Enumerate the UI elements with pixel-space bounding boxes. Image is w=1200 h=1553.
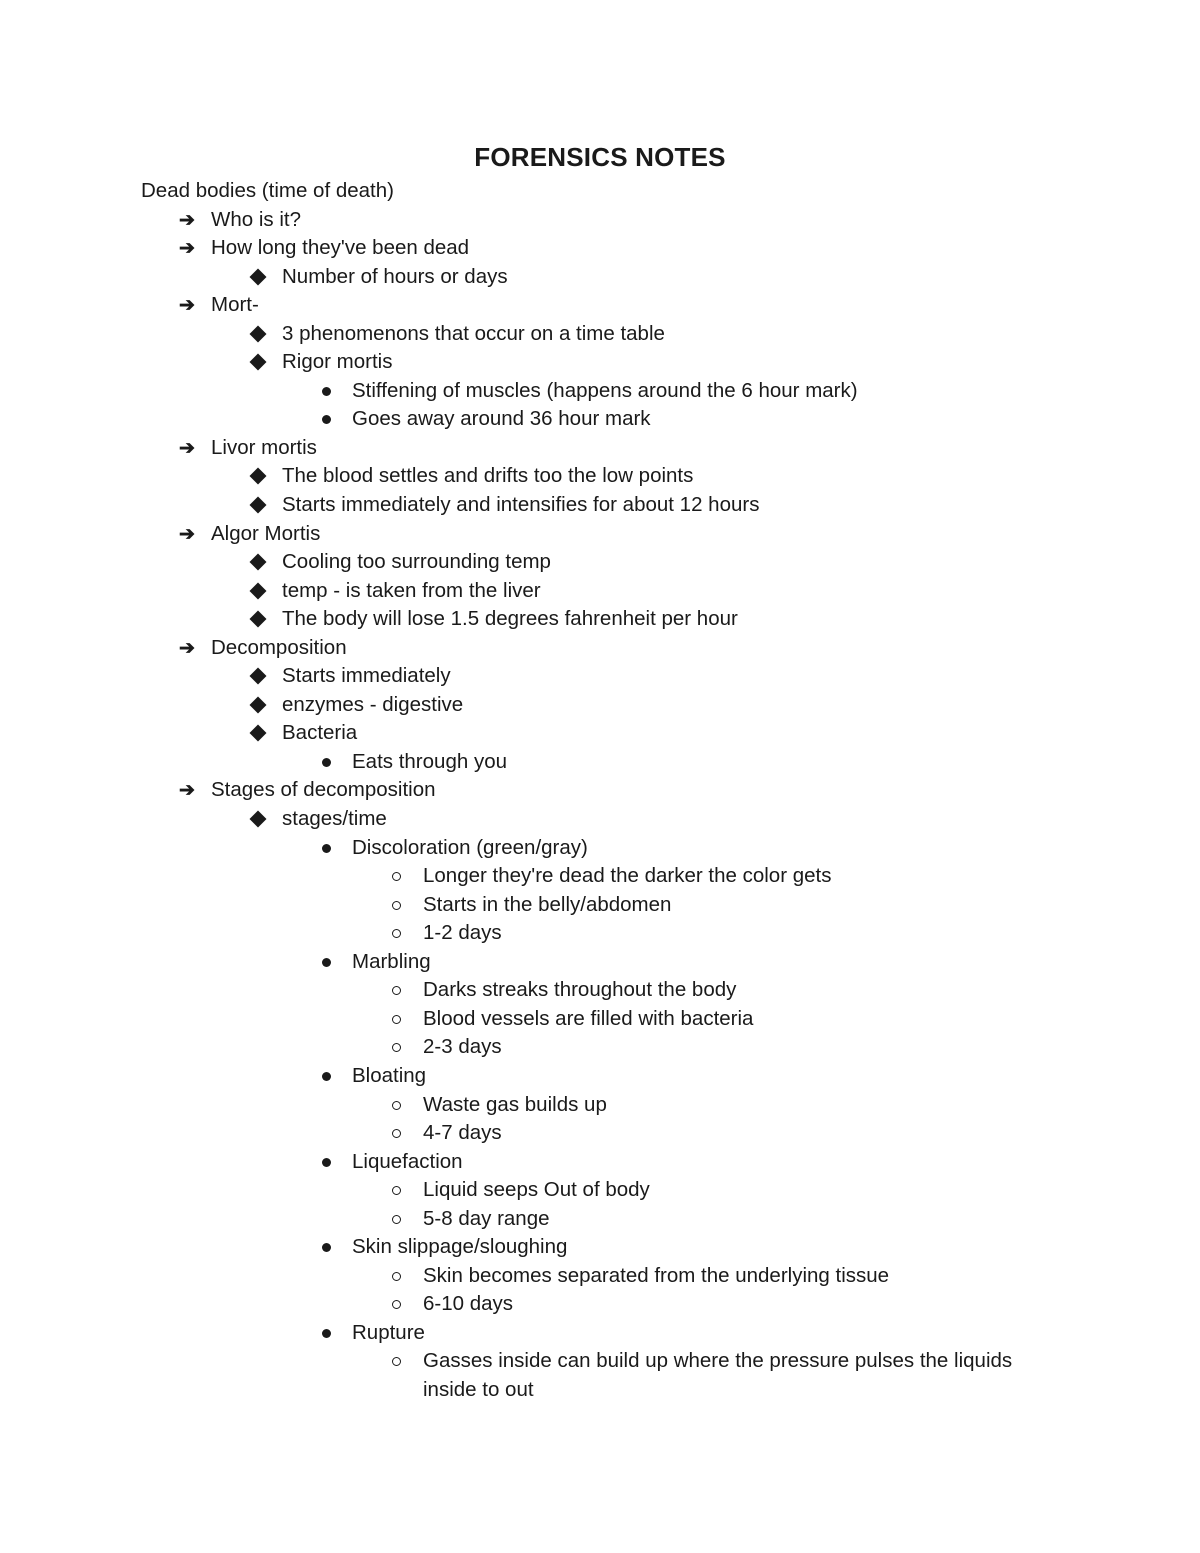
outline-item-text: Number of hours or days [282, 264, 508, 288]
outline-item-text: Eats through you [352, 749, 507, 773]
outline-item-level-1 [141, 434, 1101, 463]
outline-item-level-3 [141, 1148, 1101, 1177]
hollow-circle-bullet-icon [384, 1033, 408, 1052]
outline-item-level-0 [141, 177, 1101, 206]
hollow-circle-bullet-icon [384, 1290, 408, 1309]
outline-item-text: Rupture [352, 1320, 425, 1344]
outline-item-level-4 [141, 1347, 1101, 1404]
outline-item-text: Blood vessels are filled with bacteria [423, 1006, 754, 1030]
hollow-circle-bullet-icon [384, 1119, 408, 1138]
outline-item-level-2 [141, 577, 1101, 606]
outline-item-level-4 [141, 862, 1101, 891]
outline-item-text: Rigor mortis [282, 350, 393, 374]
diamond-bullet-icon [246, 719, 270, 739]
dot-bullet-icon [314, 1233, 338, 1252]
outline-item-level-4 [141, 1005, 1101, 1034]
outline-item-text: The blood settles and drifts too the low points [282, 464, 694, 488]
outline-item-text: Who is it? [211, 207, 301, 231]
outline-item-level-4 [141, 919, 1101, 948]
hollow-circle-bullet-icon [384, 1176, 408, 1195]
outline-item-text: 2-3 days [423, 1035, 502, 1059]
outline-item-level-1 [141, 291, 1101, 320]
outline-item-text: Longer they're dead the darker the color gets [423, 864, 832, 888]
outline-item-text: Starts immediately [282, 664, 451, 688]
hollow-circle-bullet-icon [384, 891, 408, 910]
outline-item-text: Liquid seeps Out of body [423, 1178, 650, 1202]
outline-item-text: Dead bodies (time of death) [141, 179, 394, 202]
arrow-right-icon: ➔ [179, 238, 195, 260]
outline-item-level-2 [141, 462, 1101, 491]
diamond-bullet-icon [246, 263, 270, 283]
outline-item-level-3 [141, 1233, 1101, 1262]
outline-item-text: Bacteria [282, 721, 358, 745]
outline-item-text: Stiffening of muscles (happens around the 6 hour mark) [352, 378, 858, 402]
outline-item-level-3 [141, 834, 1101, 863]
dot-bullet-icon [314, 1062, 338, 1081]
hollow-circle-bullet-icon [384, 1347, 408, 1366]
outline-item-level-2 [141, 719, 1101, 748]
outline-item-text: Darks streaks throughout the body [423, 978, 737, 1002]
outline-item-text: Cooling too surrounding temp [282, 550, 551, 574]
outline-item-text: Stages of decomposition [211, 778, 436, 802]
diamond-bullet-icon [246, 348, 270, 368]
notes-outline [141, 177, 1101, 1405]
diamond-bullet-icon [246, 548, 270, 568]
diamond-bullet-icon [246, 491, 270, 511]
outline-item-text: Marbling [352, 949, 431, 973]
outline-item-level-4 [141, 1119, 1101, 1148]
diamond-bullet-icon [246, 605, 270, 625]
outline-item-text: Skin slippage/sloughing [352, 1235, 568, 1259]
hollow-circle-bullet-icon [384, 976, 408, 995]
diamond-bullet-icon [246, 691, 270, 711]
arrow-right-icon: ➔ [179, 209, 195, 231]
dot-bullet-icon [314, 948, 338, 967]
hollow-circle-bullet-icon [384, 1205, 408, 1224]
outline-item-level-4 [141, 891, 1101, 920]
outline-item-text: Goes away around 36 hour mark [352, 407, 651, 431]
hollow-circle-bullet-icon [384, 919, 408, 938]
outline-item-level-2 [141, 320, 1101, 349]
outline-item-text: 5-8 day range [423, 1206, 550, 1230]
hollow-circle-bullet-icon [384, 1262, 408, 1281]
arrow-right-icon: ➔ [179, 523, 195, 545]
outline-item-text: stages/time [282, 807, 387, 831]
outline-item-level-1 [141, 634, 1101, 663]
page-title: FORENSICS NOTES [474, 142, 726, 172]
outline-item-level-2 [141, 805, 1101, 834]
arrow-right-icon: ➔ [179, 295, 195, 317]
outline-item-level-1 [141, 776, 1101, 805]
arrow-right-icon: ➔ [179, 637, 195, 659]
diamond-bullet-icon [246, 577, 270, 597]
outline-item-level-2 [141, 691, 1101, 720]
dot-bullet-icon [314, 748, 338, 767]
outline-item-text: 1-2 days [423, 921, 502, 945]
diamond-bullet-icon [246, 320, 270, 340]
dot-bullet-icon [314, 834, 338, 853]
outline-item-level-1 [141, 520, 1101, 549]
outline-item-text: Discoloration (green/gray) [352, 835, 588, 859]
dot-bullet-icon [314, 405, 338, 424]
outline-item-level-3 [141, 948, 1101, 977]
outline-item-text: Starts immediately and intensifies for about 12 hours [282, 493, 760, 517]
outline-item-level-1 [141, 234, 1101, 263]
outline-item-text: 6-10 days [423, 1292, 514, 1316]
outline-item-text: temp - is taken from the liver [282, 578, 541, 602]
diamond-bullet-icon [246, 662, 270, 682]
outline-item-level-2 [141, 662, 1101, 691]
outline-item-text: Gasses inside can build up where the pressure pulses the liquids inside to out [423, 1349, 1013, 1401]
outline-item-level-3 [141, 1062, 1101, 1091]
outline-item-level-4 [141, 976, 1101, 1005]
outline-item-text: Liquefaction [352, 1149, 463, 1173]
outline-item-text: How long they've been dead [211, 236, 470, 260]
outline-item-text: Algor Mortis [211, 521, 321, 545]
diamond-bullet-icon [246, 805, 270, 825]
outline-item-level-1 [141, 206, 1101, 235]
outline-item-text: 3 phenomenons that occur on a time table [282, 321, 665, 345]
outline-item-level-2 [141, 605, 1101, 634]
outline-item-level-4 [141, 1205, 1101, 1234]
outline-item-level-2 [141, 491, 1101, 520]
outline-item-text: Starts in the belly/abdomen [423, 892, 672, 916]
arrow-right-icon: ➔ [179, 437, 195, 459]
outline-item-level-4 [141, 1033, 1101, 1062]
outline-item-text: Waste gas builds up [423, 1092, 607, 1116]
outline-item-level-3 [141, 377, 1101, 406]
outline-item-level-4 [141, 1290, 1101, 1319]
outline-item-text: enzymes - digestive [282, 692, 464, 716]
hollow-circle-bullet-icon [384, 862, 408, 881]
outline-item-level-3 [141, 1319, 1101, 1348]
outline-item-level-3 [141, 405, 1101, 434]
dot-bullet-icon [314, 1148, 338, 1167]
outline-item-level-4 [141, 1262, 1101, 1291]
outline-item-level-4 [141, 1176, 1101, 1205]
dot-bullet-icon [314, 1319, 338, 1338]
arrow-right-icon: ➔ [179, 780, 195, 802]
outline-item-level-4 [141, 1091, 1101, 1120]
outline-item-text: Skin becomes separated from the underlying tissue [423, 1263, 890, 1287]
outline-item-level-3 [141, 748, 1101, 777]
dot-bullet-icon [314, 377, 338, 396]
outline-item-text: 4-7 days [423, 1121, 502, 1145]
diamond-bullet-icon [246, 462, 270, 482]
outline-item-text: Bloating [352, 1063, 427, 1087]
hollow-circle-bullet-icon [384, 1005, 408, 1024]
outline-item-level-2 [141, 548, 1101, 577]
outline-item-level-2 [141, 263, 1101, 292]
outline-item-text: Mort- [211, 293, 259, 317]
outline-item-text: Decomposition [211, 635, 347, 659]
outline-item-text: The body will lose 1.5 degrees fahrenheit per hour [282, 607, 738, 631]
hollow-circle-bullet-icon [384, 1091, 408, 1110]
outline-item-level-2 [141, 348, 1101, 377]
outline-item-text: Livor mortis [211, 435, 317, 459]
